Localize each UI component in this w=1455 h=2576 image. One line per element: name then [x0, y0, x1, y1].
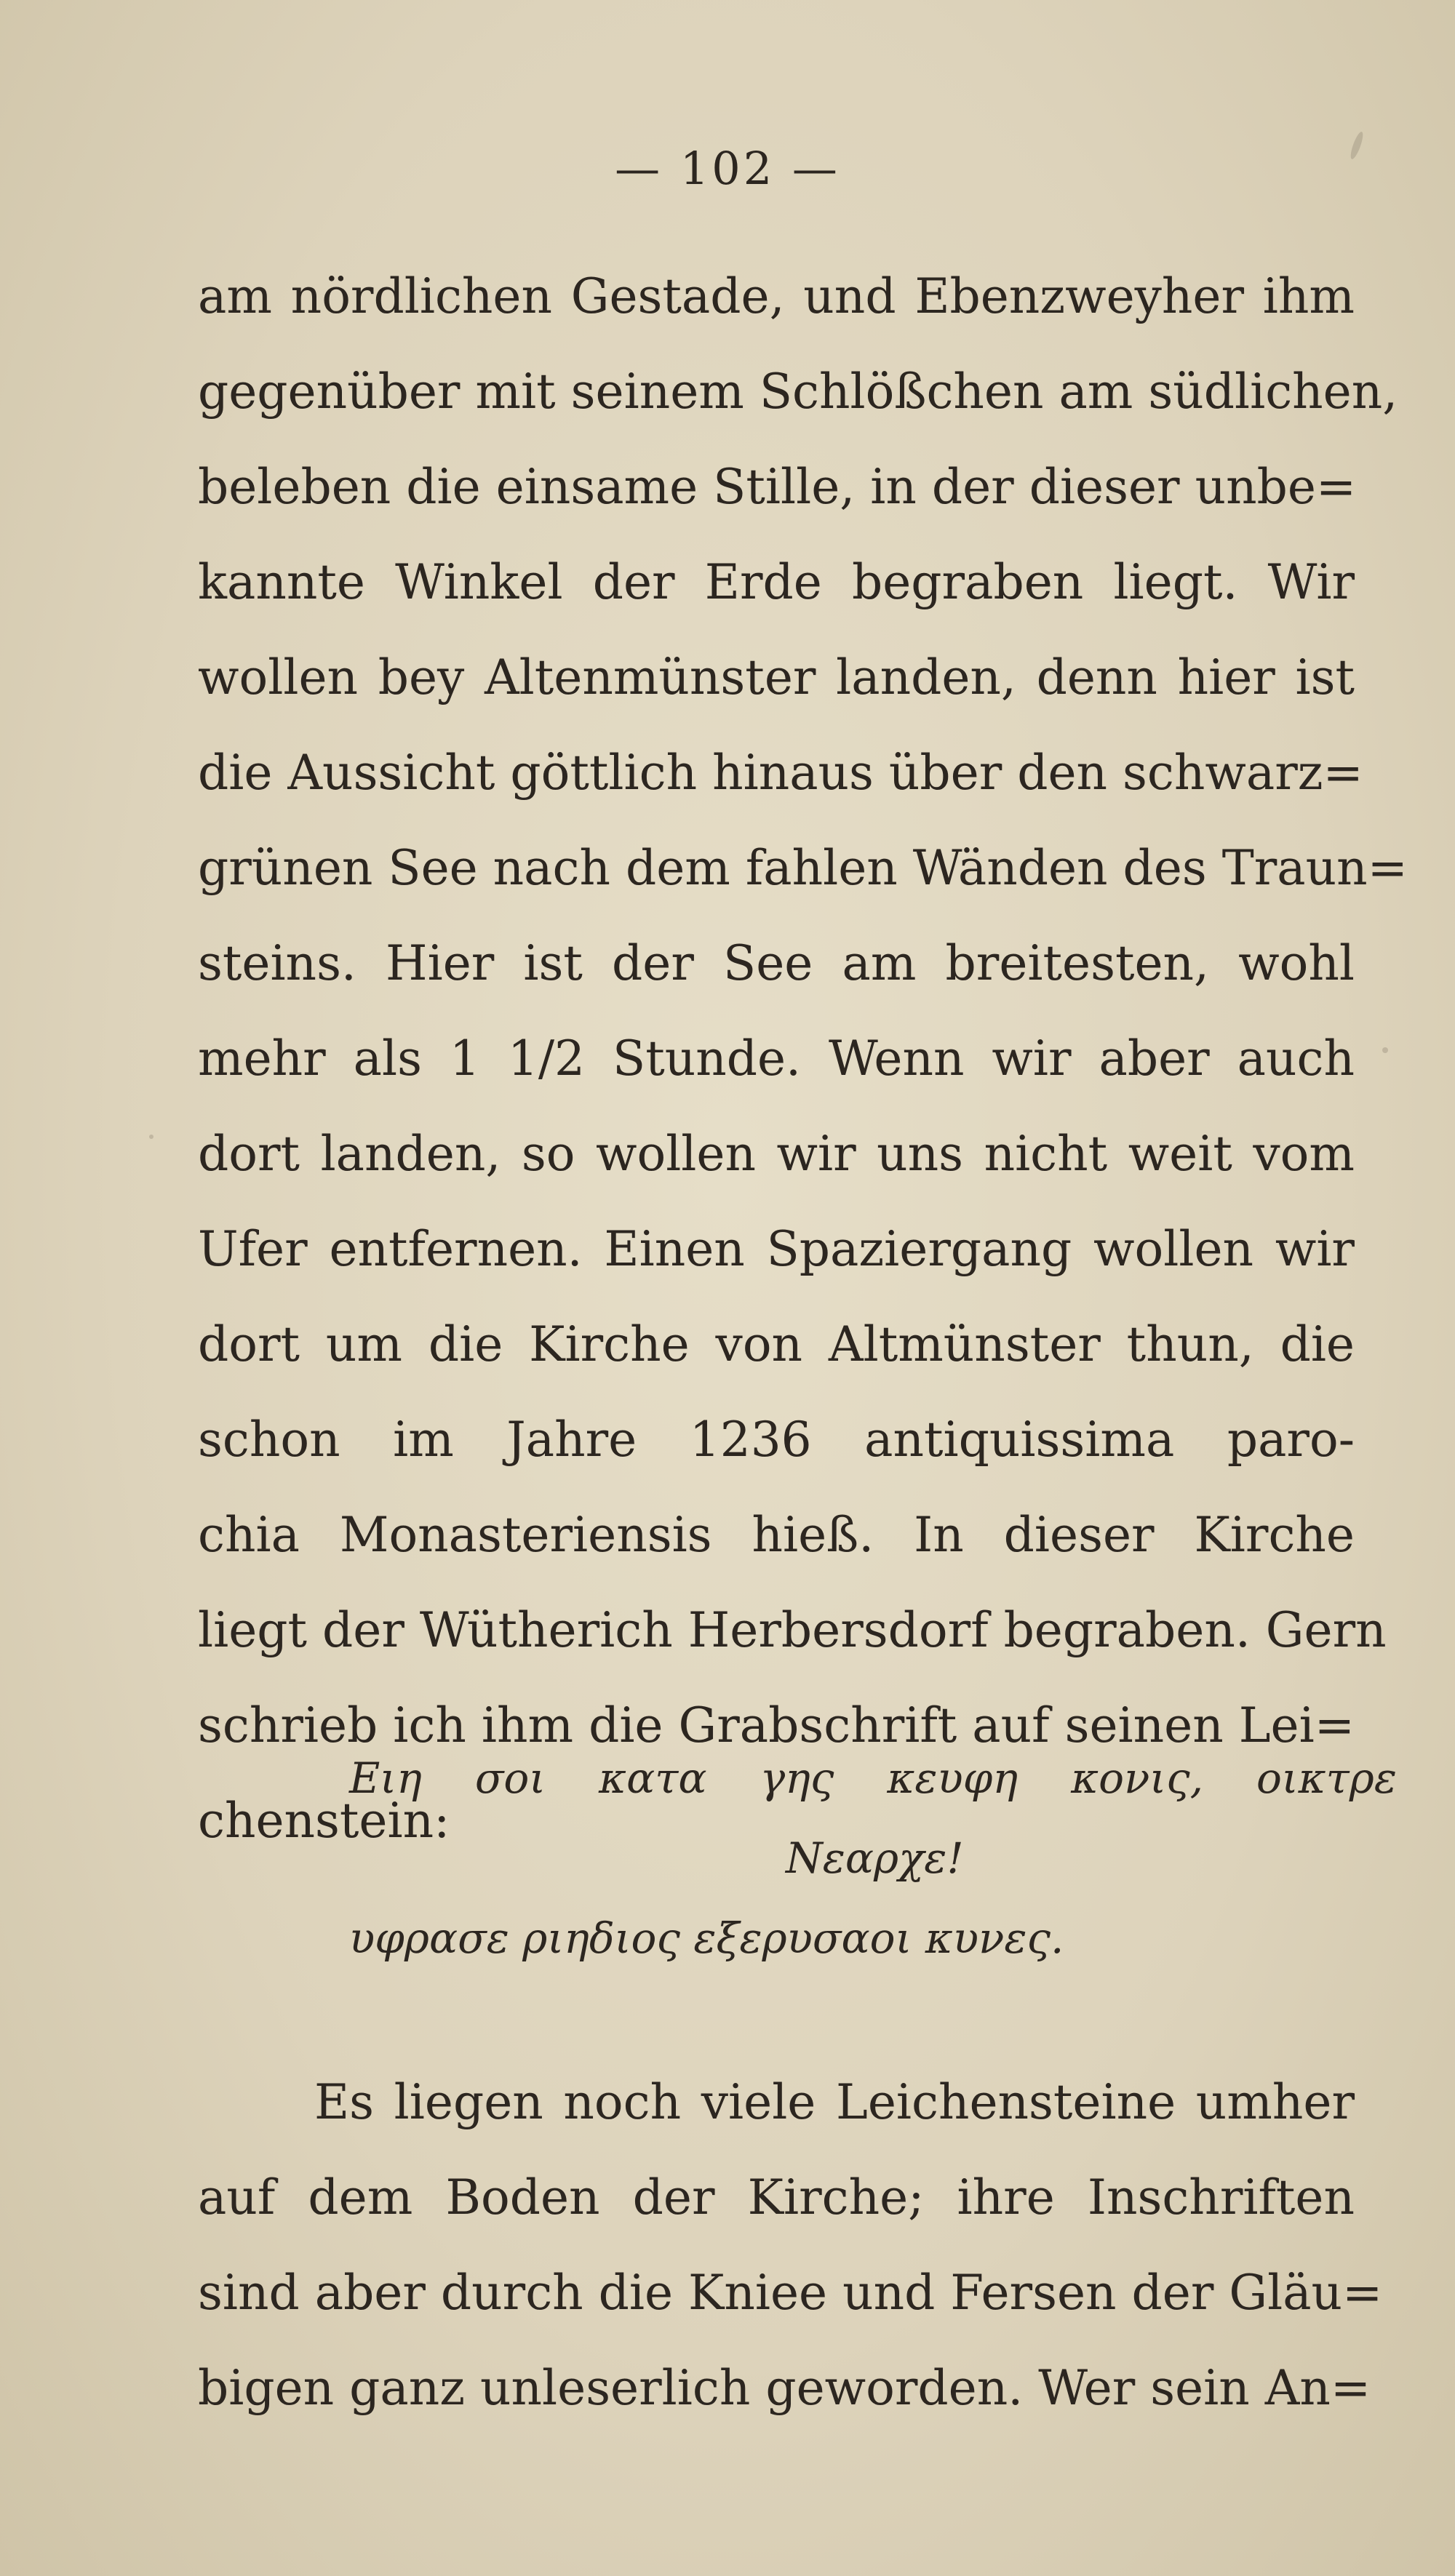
greek-line: υφρασε ριηδιος εξερυσαοι κυνες. — [349, 1913, 1064, 1963]
text-line: sind aber durch die Kniee und Fersen der Gläu= — [198, 2265, 1383, 2321]
greek-line: Νεαρχε! — [786, 1833, 964, 1883]
paper-spot — [1382, 1047, 1388, 1053]
text-line: beleben die einsame Stille, in der dieser unbe= — [198, 459, 1357, 515]
text-line: chia Monasteriensis hieß. In dieser Kirche — [198, 1507, 1355, 1563]
text-line: am nördlichen Gestade, und Ebenzweyher ihm — [198, 268, 1355, 324]
greek-epitaph — [349, 1738, 1397, 1978]
text-line: Ufer entfernen. Einen Spaziergang wollen wir — [198, 1221, 1355, 1277]
paragraph-2 — [198, 2055, 1383, 2436]
text-line: auf dem Boden der Kirche; ihre Inschriften — [198, 2169, 1355, 2225]
text-line: steins. Hier ist der See am breitesten, wohl — [198, 935, 1355, 991]
text-line: die Aussicht göttlich hinaus über den schwarz= — [198, 745, 1363, 801]
text-line: gegenüber mit seinem Schlößchen am südlichen, — [198, 364, 1398, 420]
text-line: mehr als 1 1/2 Stunde. Wenn wir aber auch — [198, 1031, 1355, 1087]
text-line: wollen bey Altenmünster landen, denn hier ist — [198, 649, 1355, 705]
text-line: Es liegen noch viele Leichensteine umher — [314, 2074, 1355, 2130]
text-line: chenstein: — [198, 1793, 450, 1849]
paragraph-1 — [198, 249, 1408, 1868]
page-number-header: — 102 — — [615, 142, 840, 195]
text-line: schrieb ich ihm die Grabschrift auf seinen Lei= — [198, 1697, 1355, 1753]
paper-spot — [149, 1135, 154, 1139]
greek-line: Ειη σοι κατα γης κευφη κονις, οικτρε — [349, 1753, 1397, 1803]
text-line: kannte Winkel der Erde begraben liegt. Wir — [198, 554, 1355, 610]
text-line: liegt der Wütherich Herbersdorf begraben. Gern — [198, 1602, 1387, 1658]
text-line: dort um die Kirche von Altmünster thun, die — [198, 1316, 1355, 1372]
text-line: bigen ganz unleserlich geworden. Wer sein An= — [198, 2360, 1371, 2416]
text-line: dort landen, so wollen wir uns nicht weit vom — [198, 1126, 1355, 1182]
text-line: schon im Jahre 1236 antiquissima paro- — [198, 1412, 1355, 1468]
text-line: grünen See nach dem fahlen Wänden des Traun= — [198, 840, 1408, 896]
